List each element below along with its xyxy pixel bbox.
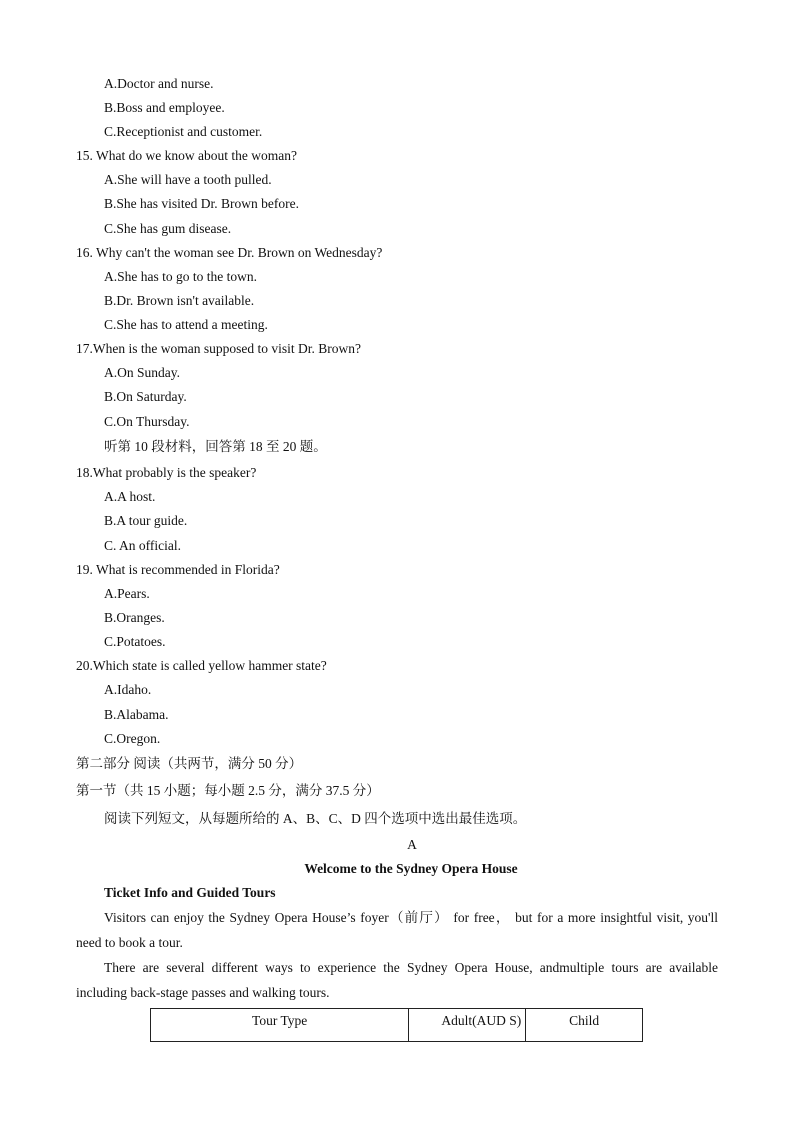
q19-option-b: B.Oranges. [104,610,165,625]
q14-option-c: C.Receptionist and customer. [104,124,263,139]
q20-option-c: C.Oregon. [104,731,161,746]
passage-subtitle: Ticket Info and Guided Tours [104,885,276,900]
q18-question: 18.What probably is the speaker? [76,465,257,480]
q18-option-a: A.A host. [104,489,156,504]
q20-option-a: A.Idaho. [104,682,152,697]
tour-table [150,1008,643,1042]
q16-option-c: C.She has to attend a meeting. [104,317,268,332]
reading-instruction: 阅读下列短文，从每题所给的 A、B、C、D 四个选项中选出最佳选项。 [104,811,527,826]
q20-option-b: B.Alabama. [104,707,169,722]
q19-question: 19. What is recommended in Florida? [76,562,280,577]
q20-question: 20.Which state is called yellow hammer state? [76,658,327,673]
q19-option-a: A.Pears. [104,586,150,601]
header-tour-type: Tour Type [151,1009,409,1042]
q17-option-a: A.On Sunday. [104,365,180,380]
header-adult: Adult(AUD S) [409,1009,526,1042]
table-header-row [151,1009,643,1042]
q17-option-b: B.On Saturday. [104,389,187,404]
q17-question: 17.When is the woman supposed to visit Dr. Brown? [76,341,361,356]
q15-option-a: A.She will have a tooth pulled. [104,172,272,187]
passage-paragraph-1: Visitors can enjoy the Sydney Opera House’s foyer（前厅） for free， but for a more insightful visit, you'll need to book a tour. [76,910,718,950]
q15-option-b: B.She has visited Dr. Brown before. [104,196,299,211]
section10-instruction: 听第 10 段材料，回答第 18 至 20 题。 [104,439,327,454]
header-child: Child [526,1009,643,1042]
passage-paragraph-2: There are several different ways to experience the Sydney Opera House, andmultiple tours are available including back-stage passes and walking tours. [76,960,718,1000]
q17-option-c: C.On Thursday. [104,414,190,429]
part2-title: 第二部分 阅读（共两节，满分 50 分） [76,756,303,771]
passage-title: Welcome to the Sydney Opera House [304,861,518,876]
q14-option-b: B.Boss and employee. [104,100,225,115]
q16-option-a: A.She has to go to the town. [104,269,257,284]
q19-option-c: C.Potatoes. [104,634,166,649]
q16-question: 16. Why can't the woman see Dr. Brown on Wednesday? [76,245,383,260]
q15-option-c: C.She has gum disease. [104,221,232,236]
passage-letter: A [407,837,417,852]
q14-option-a: A.Doctor and nurse. [104,76,214,91]
q18-option-b: B.A tour guide. [104,513,188,528]
q18-option-c: C. An official. [104,538,181,553]
section1-title: 第一节（共 15 小题；每小题 2.5 分，满分 37.5 分） [76,783,380,798]
q16-option-b: B.Dr. Brown isn't available. [104,293,255,308]
q15-question: 15. What do we know about the woman? [76,148,297,163]
